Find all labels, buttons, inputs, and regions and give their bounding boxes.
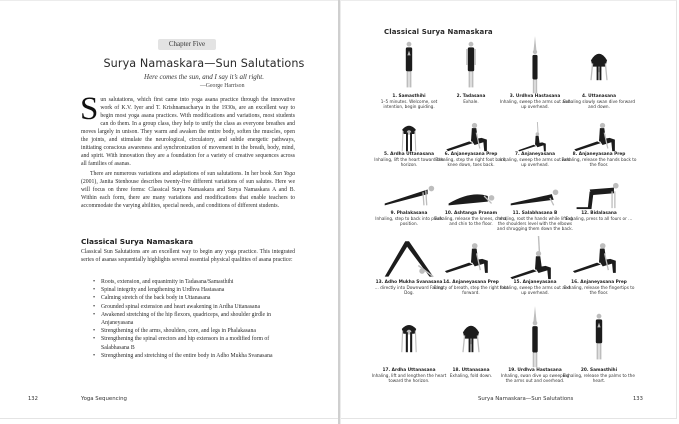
pose-name: 17. Ardha Uttanasana (382, 368, 436, 373)
intro-paragraph (80, 91, 295, 168)
pose-description: Inhaling, root the hands while lifting the shoulders level with the elbows and shrugging them down the back. (497, 216, 573, 232)
pose-illustration (561, 122, 637, 152)
pose-name: 18. Uttanasana (452, 368, 490, 373)
pose-description: Exhale. (463, 99, 479, 105)
epigraph-attribution: —George Harrison (200, 83, 245, 89)
chapter-title: Surya Namaskara—Sun Salutations (103, 57, 305, 70)
qualities-list (93, 278, 293, 360)
pose-name: 13. Adho Mukha Svanasana (375, 280, 443, 285)
list-item: • Roots, extension, and equanimity in Tadasana/Samasthihi (93, 278, 293, 286)
pose-name: 9. Phalakasana (390, 211, 428, 216)
pose-name: 6. Anjaneyasana Prep (444, 152, 498, 157)
pose-description: Inhaling, lift the heart toward the horizon. (374, 157, 444, 168)
list-item: • Strengthening and stretching of the entire body in Adho Mukha Svanasana (93, 352, 293, 360)
pose-illustration (561, 306, 637, 368)
pose-figure (561, 306, 637, 383)
pose-description: 1–5 minutes. Welcome, set intention, begin guiding. (380, 99, 438, 110)
pose-description: Exhaling, release the knees, chest, and chin to the floor. (434, 216, 508, 227)
book-title: Sun Yoga (273, 171, 295, 177)
pose-description: Exhaling, release the hands back to the floor. (561, 157, 637, 168)
pose-description: Inhaling, lift and lengthen the heart toward the horizon. (371, 373, 447, 384)
pose-name: 15. Anjaneyasana (513, 280, 557, 285)
pose-illustration (561, 36, 637, 94)
pose-name: 20. Samasthihi (580, 368, 618, 373)
pose-name: 10. Ashtanga Pranam (444, 211, 498, 216)
pose-description: Exhaling, release the palms to the heart. (563, 373, 635, 384)
pose-figure (561, 122, 637, 167)
pose-name: 2. Tadasana (456, 94, 486, 99)
pose-name: 12. Bidalasana (581, 211, 617, 216)
pose-name: 8. Anjaneyasana Prep (572, 152, 626, 157)
pose-description: … directly into Downward Facing Dog. (374, 285, 444, 296)
pose-name: 3. Urdhva Hastasana (509, 94, 561, 99)
pose-name: 14. Anjaneyasana Prep (443, 280, 499, 285)
page-number-left: 132 (28, 396, 38, 402)
page-number-right: 133 (633, 396, 643, 402)
pose-name: 16. Anjaneyasana Prep (571, 280, 627, 285)
running-head-left: Yoga Sequencing (81, 396, 127, 402)
pose-figure (561, 236, 637, 295)
running-head-right: Surya Namaskara—Sun Salutations (478, 396, 574, 402)
pose-name: 1. Samasthihi (392, 94, 426, 99)
section-heading: Classical Surya Namaskara (81, 237, 194, 246)
pose-description: Exhaling, release the fingertips to the floor. (563, 285, 635, 296)
list-item: • Calming stretch of the back body in Uttanasana (93, 294, 293, 302)
pose-description: Inhaling, sweep the arms out and up overhead. (499, 285, 571, 296)
pose-description: Inhaling, swan dive up sweeping the arms out and overhead. (500, 373, 570, 384)
pose-description: Inhaling, step to back into plank position. (375, 216, 443, 227)
figure-heading: Classical Surya Namaskara (384, 28, 493, 36)
pose-description: Inhaling, sweep the arms out and up overhead. (499, 157, 571, 168)
pose-figure (561, 181, 637, 221)
list-item: • Strengthening of the arms, shoulders, core, and legs in Phalakasana (93, 327, 293, 335)
chapter-label: Chapter Five (158, 39, 216, 50)
section-paragraph: Classical Sun Salutations are an excellent way to begin any yoga practice. This integrated series of asanas sequentially highlights several essential physical qualities of asana practice: (81, 249, 295, 264)
pose-description: Exhaling slowly swan dive forward and down. (562, 99, 636, 110)
variations-text-end: (2001), Janita Stenhouse describes twenty-five different variations of sun salutes. Here we will focus on three forms: Classical Surya Namaskara and Surya Namaskara A and B. Within each form, there are many variations and modifications that enable teachers to accommodate the varying abilities, special needs, and conditions of different students. (81, 179, 295, 210)
pose-name: 5. Ardha Uttanasana (384, 152, 434, 157)
pose-name: 4. Uttanasana (582, 94, 616, 99)
drop-cap: S (80, 91, 99, 127)
variations-paragraph (81, 170, 295, 210)
list-item: • Strengthening the spinal erectors and hip extensors in a modified form of Salabhasana B (93, 335, 293, 351)
list-item: • Spinal integrity and lengthening in Urdhva Hastasana (93, 286, 293, 294)
pose-description: Empty of breath, step the right foot forward. (433, 285, 509, 296)
variations-text-start: There are numerous variations and adaptations of sun salutations. In her book (90, 171, 274, 177)
pose-name: 19. Urdhva Hastasana (508, 368, 562, 373)
list-item: • Grounded spinal extension and heart awakening in Ardha Uttanasana (93, 303, 293, 311)
pose-description: Exhaling, press to all fours or … (565, 216, 633, 222)
pose-description: Inhaling, sweep the arms out and up overhead. (499, 99, 571, 110)
pose-description: Exhaling, step the right foot back, knee down, toes back. (435, 157, 507, 168)
pose-illustration (561, 236, 637, 280)
pose-description: Exhaling, fold down. (449, 373, 493, 379)
pose-name: 7. Anjaneyasana (515, 152, 555, 157)
right-page (341, 0, 677, 419)
epigraph: Here comes the sun, and I say it’s all right. (144, 73, 264, 81)
list-item: • Awakened stretching of the hip flexors, quadriceps, and shoulder girdle in Anjaneyasana (93, 311, 293, 327)
pose-name: 11. Salabhasana B (512, 211, 558, 216)
intro-paragraph-text: un salutations, which first came into yoga asana practice through the innovative work of K.V. Iyer and T. Krishnamacharya in the 1930s, are an excellent way to begin most yoga asana practices. With modifications and variations, most students can do them. In a group class, they help to unify the class as everyone breathes and moves largely in unison. They warm and awaken the entire body, soften the muscles, open the joints, and stimulate the neurological, circulatory, and subtle energetic pathways, initiating conscious awareness and synchronization of movement in the breath, body, mind, and spirit. With innovation they are a foundation for a variety of creative sequences across all families of asanas. (81, 97, 295, 168)
pose-figure (561, 36, 637, 109)
pose-illustration (561, 181, 637, 211)
left-page (0, 0, 338, 419)
